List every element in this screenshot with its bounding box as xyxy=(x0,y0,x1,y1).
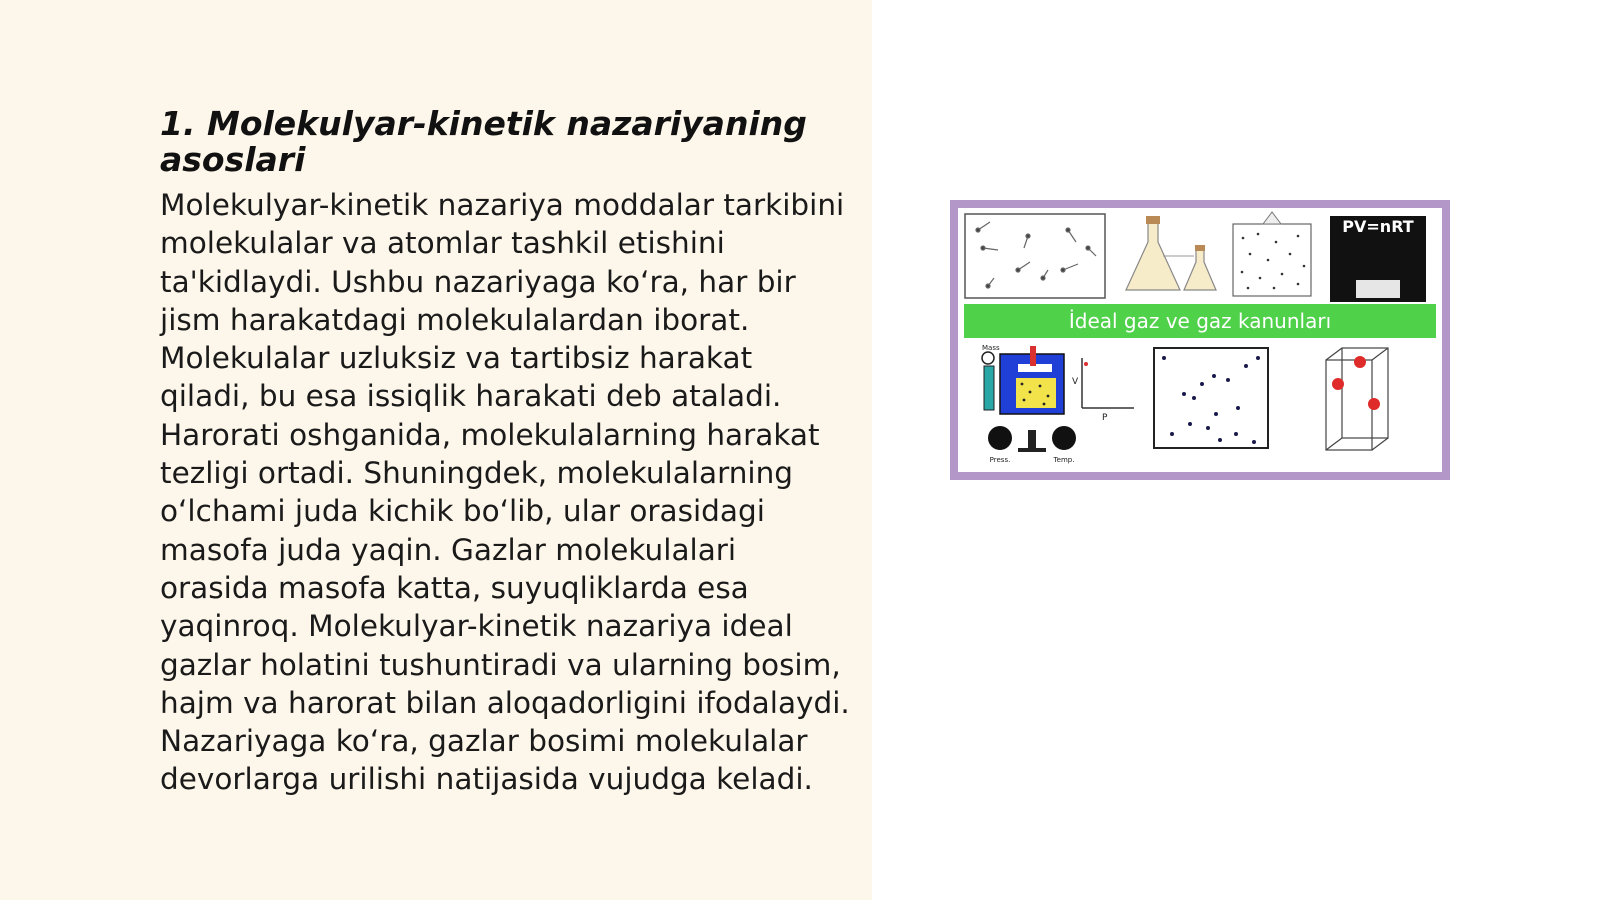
piston-apparatus-icon xyxy=(982,344,1076,464)
formula-label: PV=nRT xyxy=(1342,217,1414,236)
title-banner xyxy=(964,304,1436,338)
container-particles-icon xyxy=(1233,212,1311,296)
flasks-icon xyxy=(1126,216,1216,290)
temp-label: Temp. xyxy=(1053,456,1075,464)
press-label: Press. xyxy=(989,456,1011,464)
ideal-gas-illustration xyxy=(950,200,1450,480)
banner-label: İdeal gaz ve gaz kanunları xyxy=(1068,309,1332,333)
formula-panel xyxy=(1330,216,1426,302)
slide-title: 1. Molekulyar-kinetik nazariyaning asoslari xyxy=(160,104,807,179)
slide-body-text: Molekulyar-kinetik nazariya moddalar tarkibini molekulalar va atomlar tashkil etishini ta'kidlaydi. Ushbu nazariyaga ko‘ra, har bir jism harakatdagi molekulalardan iborat. Molekulalar uzluksiz va tartibsiz harakat qiladi, bu esa issiqlik harakati deb ataladi. Harorati oshganida, molekulalarning harakat tezligi ortadi. Shuningdek, molekulalarning o‘lchami juda kichik bo‘lib, ular orasidagi masofa juda yaqin. Gazlar molekulalari orasida masofa katta, suyuqliklarda esa yaqinroq. Molekulyar-kinetik nazariya ideal gazlar holatini tushuntiradi va ularning bosim, hajm va harorat bilan aloqadorligini ifodalaydi. Nazariyaga ko‘ra, gazlar bosimi molekulalar devorlarga urilishi natijasida vujudga keladi. xyxy=(160,188,850,797)
graph-v-label: V xyxy=(1072,377,1079,387)
cuboid-molecules-icon xyxy=(1326,348,1388,450)
pv-graph-icon xyxy=(1072,358,1134,423)
illustration-canvas xyxy=(958,208,1442,472)
graph-p-label: P xyxy=(1102,413,1108,423)
molecule-scatter-box xyxy=(1154,348,1268,448)
mass-label: Mass xyxy=(982,344,1000,352)
gas-particles-box xyxy=(965,214,1105,298)
